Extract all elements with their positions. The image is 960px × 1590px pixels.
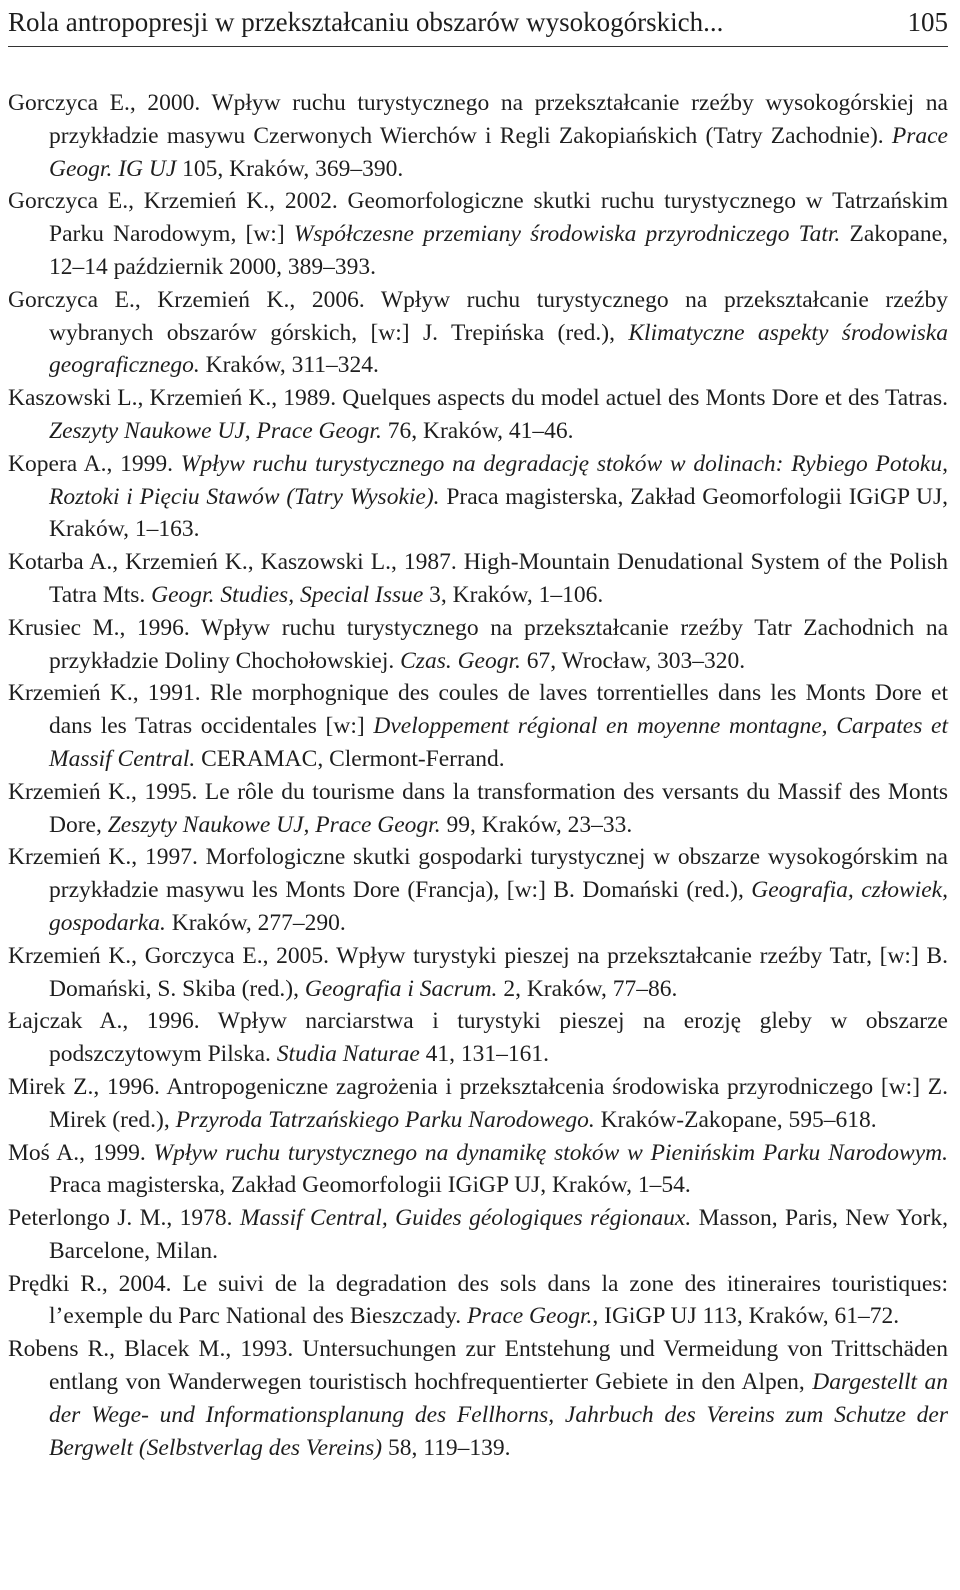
reference-text-segment: Robens R., Blacek M., 1993. Untersuchungen zur Entstehung und Vermeidung von Trittschäden entlang von Wanderwegen touristisch hochfrequentierter Gebiete in den Alpen, [8, 1336, 948, 1396]
reference-entry [8, 1137, 948, 1203]
reference-text-segment: Kopera A., 1999. [8, 450, 181, 477]
reference-entry [8, 677, 948, 775]
reference-text-segment: Kotarba A., Krzemień K., Kaszowski L., 1987. High-Mountain Denudational System of the Polish Tatra Mts. [8, 549, 948, 608]
reference-text-segment: Moś A., 1999. [8, 1139, 154, 1166]
reference-entry [8, 185, 948, 283]
page-number: 105 [907, 6, 948, 37]
reference-text-segment: Krzemień K., 1997. Morfologiczne skutki gospodarki turystycznej w obszarze wysokogórskim na przykładzie masywu les Monts Dore (Francja), [w:] B. Domański (red.), [8, 844, 948, 904]
reference-text-segment: 58, 119–139. [382, 1434, 511, 1461]
reference-italic-segment: Wpływ ruchu turystycznego na degradację stoków w dolinach: Rybiego Potoku, Roztoki i Pięciu Stawów (Tatry Wysokie). [49, 450, 948, 510]
reference-entry [8, 284, 948, 382]
reference-text-segment: Kaszowski L., Krzemień K., 1989. Quelques aspects du model actuel des Monts Dore et des Tatras. [8, 385, 948, 412]
reference-italic-segment: Dveloppement régional en moyenne montagne, Carpates et Massif Central. [49, 713, 948, 772]
reference-text-segment: 67, Wrocław, 303–320. [520, 647, 746, 674]
running-header [8, 2, 948, 42]
reference-italic-segment: Studia Naturae [276, 1041, 420, 1068]
reference-entry [8, 1268, 948, 1334]
reference-text-segment: Gorczyca E., Krzemień K., 2006. Wpływ ruchu turystycznego na przekształcanie rzeźby wybranych obszarów górskich, [w:] J. Trepińska (red.), [8, 286, 948, 346]
reference-italic-segment: Przyroda Tatrzańskiego Parku Narodowego. [175, 1106, 595, 1133]
reference-text-segment: Praca magisterska, Zakład Geomorfologii IGiGP UJ, Kraków, 1–54. [49, 1172, 691, 1199]
reference-entry [8, 87, 948, 185]
reference-italic-segment: Czas. Geogr. [400, 647, 521, 674]
reference-entry [8, 841, 948, 939]
reference-entry [8, 612, 948, 678]
reference-entry [8, 1005, 948, 1071]
reference-text-segment: Łajczak A., 1996. Wpływ narciarstwa i turystyki pieszej na erozję gleby w obszarze podszczytowym Pilska. [8, 1008, 948, 1068]
reference-italic-segment: Zeszyty Naukowe UJ, Prace Geogr. [49, 417, 382, 444]
reference-italic-segment: Zeszyty Naukowe UJ, Prace Geogr. [107, 811, 441, 838]
reference-text-segment: Masson, Paris, New York, Barcelone, Milan. [49, 1205, 948, 1264]
reference-text-segment: 99, Kraków, 23–33. [440, 811, 633, 838]
reference-text-segment: , IGiGP UJ 113, Kraków, 61–72. [592, 1303, 900, 1330]
reference-text-segment: Peterlongo J. M., 1978. [8, 1205, 240, 1232]
reference-text-segment: Gorczyca E., Krzemień K., 2002. Geomorfologiczne skutki ruchu turystycznego w Tatrzańskim Parku Narodowym, [w:] [8, 188, 948, 248]
reference-text-segment: Mirek Z., 1996. Antropogeniczne zagrożenia i przekształcenia środowiska przyrodniczego [w:] Z. Mirek (red.), [8, 1073, 948, 1133]
reference-entry [8, 1202, 948, 1268]
reference-text-segment: Krzemień K., 1995. Le rôle du tourisme dans la transformation des versants du Massif des Monts Dore, [8, 778, 948, 838]
reference-text-segment: 105, Kraków, 369–390. [176, 155, 404, 182]
reference-italic-segment: Współczesne przemiany środowiska przyrodniczego Tatr. [293, 221, 841, 248]
reference-italic-segment: Dargestellt an der Wege- und Informationsplanung des Fellhorns, Jahrbuch des Vereins zum Schutze der Bergwelt (Selbstverlag des Vereins) [49, 1369, 948, 1461]
reference-entry [8, 448, 948, 546]
header-rule [8, 46, 948, 47]
running-title: Rola antropopresji w przekształcaniu obszarów wysokogórskich... [8, 6, 724, 37]
reference-italic-segment: Prace Geogr. IG UJ [49, 122, 948, 182]
reference-entry [8, 1333, 948, 1464]
reference-text-segment: Kraków, 277–290. [165, 909, 346, 936]
reference-italic-segment: Massif Central, Guides géologiques régionaux. [239, 1205, 692, 1232]
reference-list [8, 87, 948, 1464]
reference-entry [8, 1071, 948, 1137]
reference-italic-segment: Geografia, człowiek, gospodarka. [49, 877, 948, 936]
reference-text-segment: CERAMAC, Clermont-Ferrand. [195, 745, 505, 772]
reference-text-segment: Zakopane, 12–14 październik 2000, 389–393. [49, 221, 948, 280]
reference-text-segment: 3, Kraków, 1–106. [423, 581, 604, 608]
reference-text-segment: 41, 131–161. [419, 1041, 550, 1068]
reference-entry [8, 776, 948, 842]
reference-text-segment: Kraków, 311–324. [199, 352, 379, 379]
reference-italic-segment: Klimatyczne aspekty środowiska geograficznego. [49, 319, 948, 379]
reference-text-segment: Krusiec M., 1996. Wpływ ruchu turystycznego na przekształcanie rzeźby Tatr Zachodnich na przykładzie Doliny Chochołowskiej. [8, 614, 948, 674]
reference-italic-segment: Prace Geogr. [467, 1303, 593, 1330]
reference-entry [8, 546, 948, 612]
reference-text-segment: Praca magisterska, Zakład Geomorfologii IGiGP UJ, Kraków, 1–163. [49, 483, 948, 543]
reference-text-segment: Gorczyca E., 2000. Wpływ ruchu turystycznego na przekształcanie rzeźby wysokogórskiej na przykładzie masywu Czerwonych Wierchów i Regli Zakopiańskich (Tatry Zachodnie). [8, 90, 948, 149]
reference-text-segment: 76, Kraków, 41–46. [381, 417, 574, 444]
reference-italic-segment: Geogr. Studies, Special Issue [151, 581, 424, 608]
reference-text-segment: Prędki R., 2004. Le suivi de la degradation des sols dans la zone des itineraires touristiques: l’exemple du Parc National des Bieszczady. [8, 1270, 948, 1330]
reference-text-segment: Krzemień K., 1991. Rle morphognique des coules de laves torrentielles dans les Monts Dore et dans les Tatras occidentales [w:] [8, 680, 948, 740]
reference-italic-segment: Geografia i Sacrum. [304, 975, 498, 1002]
reference-text-segment: Kraków-Zakopane, 595–618. [594, 1106, 877, 1133]
reference-text-segment: 2, Kraków, 77–86. [497, 975, 678, 1002]
reference-entry [8, 940, 948, 1006]
reference-text-segment: Krzemień K., Gorczyca E., 2005. Wpływ turystyki pieszej na przekształcanie rzeźby Tatr, [w:] B. Domański, S. Skiba (red.), [8, 942, 948, 1002]
reference-entry [8, 382, 948, 448]
reference-italic-segment: Wpływ ruchu turystycznego na dynamikę stoków w Pienińskim Parku Narodowym. [153, 1139, 949, 1166]
